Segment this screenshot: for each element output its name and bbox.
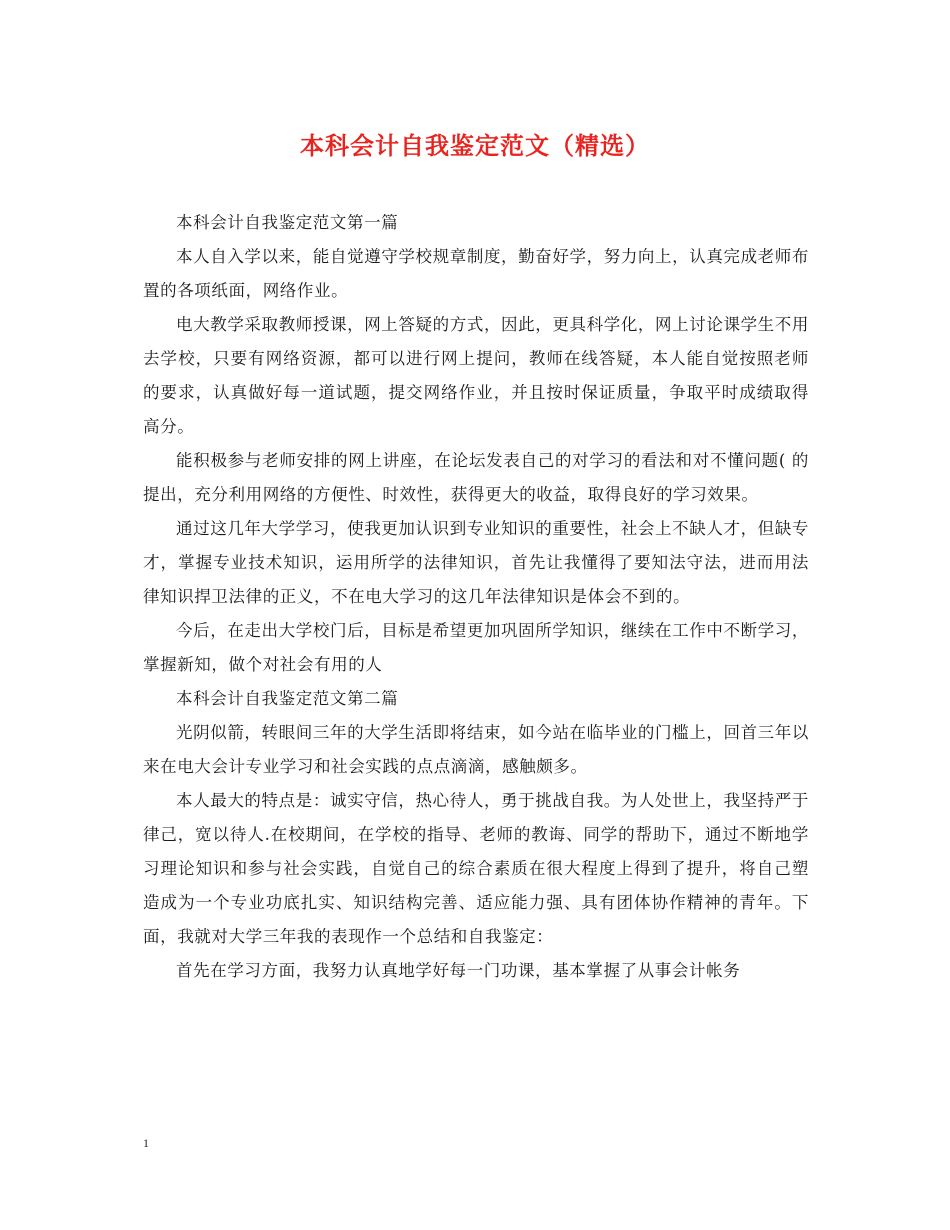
paragraph: 通过这几年大学学习，使我更加认识到专业知识的重要性，社会上不缺人才，但缺专才，掌握专业技术知识，运用所学的法律知识，首先让我懂得了要知法守法，进而用法律知识捍卫法律的正义，不在电大学习的这几年法律知识是体会不到的。	[143, 519, 809, 606]
paragraph: 本人自入学以来，能自觉遵守学校规章制度，勤奋好学，努力向上，认真完成老师布置的各项纸面，网络作业。	[143, 247, 809, 300]
paragraph: 电大教学采取教师授课，网上答疑的方式，因此，更具科学化，网上讨论课学生不用去学校，只要有网络资源，都可以进行网上提问，教师在线答疑，本人能自觉按照老师的要求，认真做好每一道试题，提交网络作业，并且按时保证质量，争取平时成绩取得高分。	[143, 315, 809, 436]
paragraph-heading-1: 本科会计自我鉴定范文第一篇	[176, 213, 399, 232]
paragraph: 本人最大的特点是：诚实守信，热心待人，勇于挑战自我。为人处世上，我坚持严于律己，宽以待人.在校期间，在学校的指导、老师的教诲、同学的帮助下，通过不断地学习理论知识和参与社会实践，自觉自己的综合素质在很大程度上得到了提升，将自己塑造成为一个专业功底扎实、知识结构完善、适应能力强、具有团体协作精神的青年。下面，我就对大学三年我的表现作一个总结和自我鉴定：	[143, 791, 809, 946]
paragraph: 光阴似箭，转眼间三年的大学生活即将结束，如今站在临毕业的门槛上，回首三年以来在电大会计专业学习和社会实践的点点滴滴，感触颇多。	[143, 723, 809, 776]
paragraph: 能积极参与老师安排的网上讲座，在论坛发表自己的对学习的看法和对不懂问题( 的提出，充分利用网络的方便性、时效性，获得更大的收益，取得良好的学习效果。	[143, 451, 809, 504]
paragraph: 今后，在走出大学校门后，目标是希望更加巩固所学知识，继续在工作中不断学习，掌握新知，做个对社会有用的人	[143, 621, 809, 674]
paragraph-heading-2: 本科会计自我鉴定范文第二篇	[176, 689, 399, 708]
document-title: 本科会计自我鉴定范文（精选）	[300, 131, 650, 160]
page-number: 1	[143, 1136, 149, 1150]
paragraph: 首先在学习方面，我努力认真地学好每一门功课，基本掌握了从事会计帐务	[176, 961, 741, 980]
document-body	[143, 206, 809, 988]
